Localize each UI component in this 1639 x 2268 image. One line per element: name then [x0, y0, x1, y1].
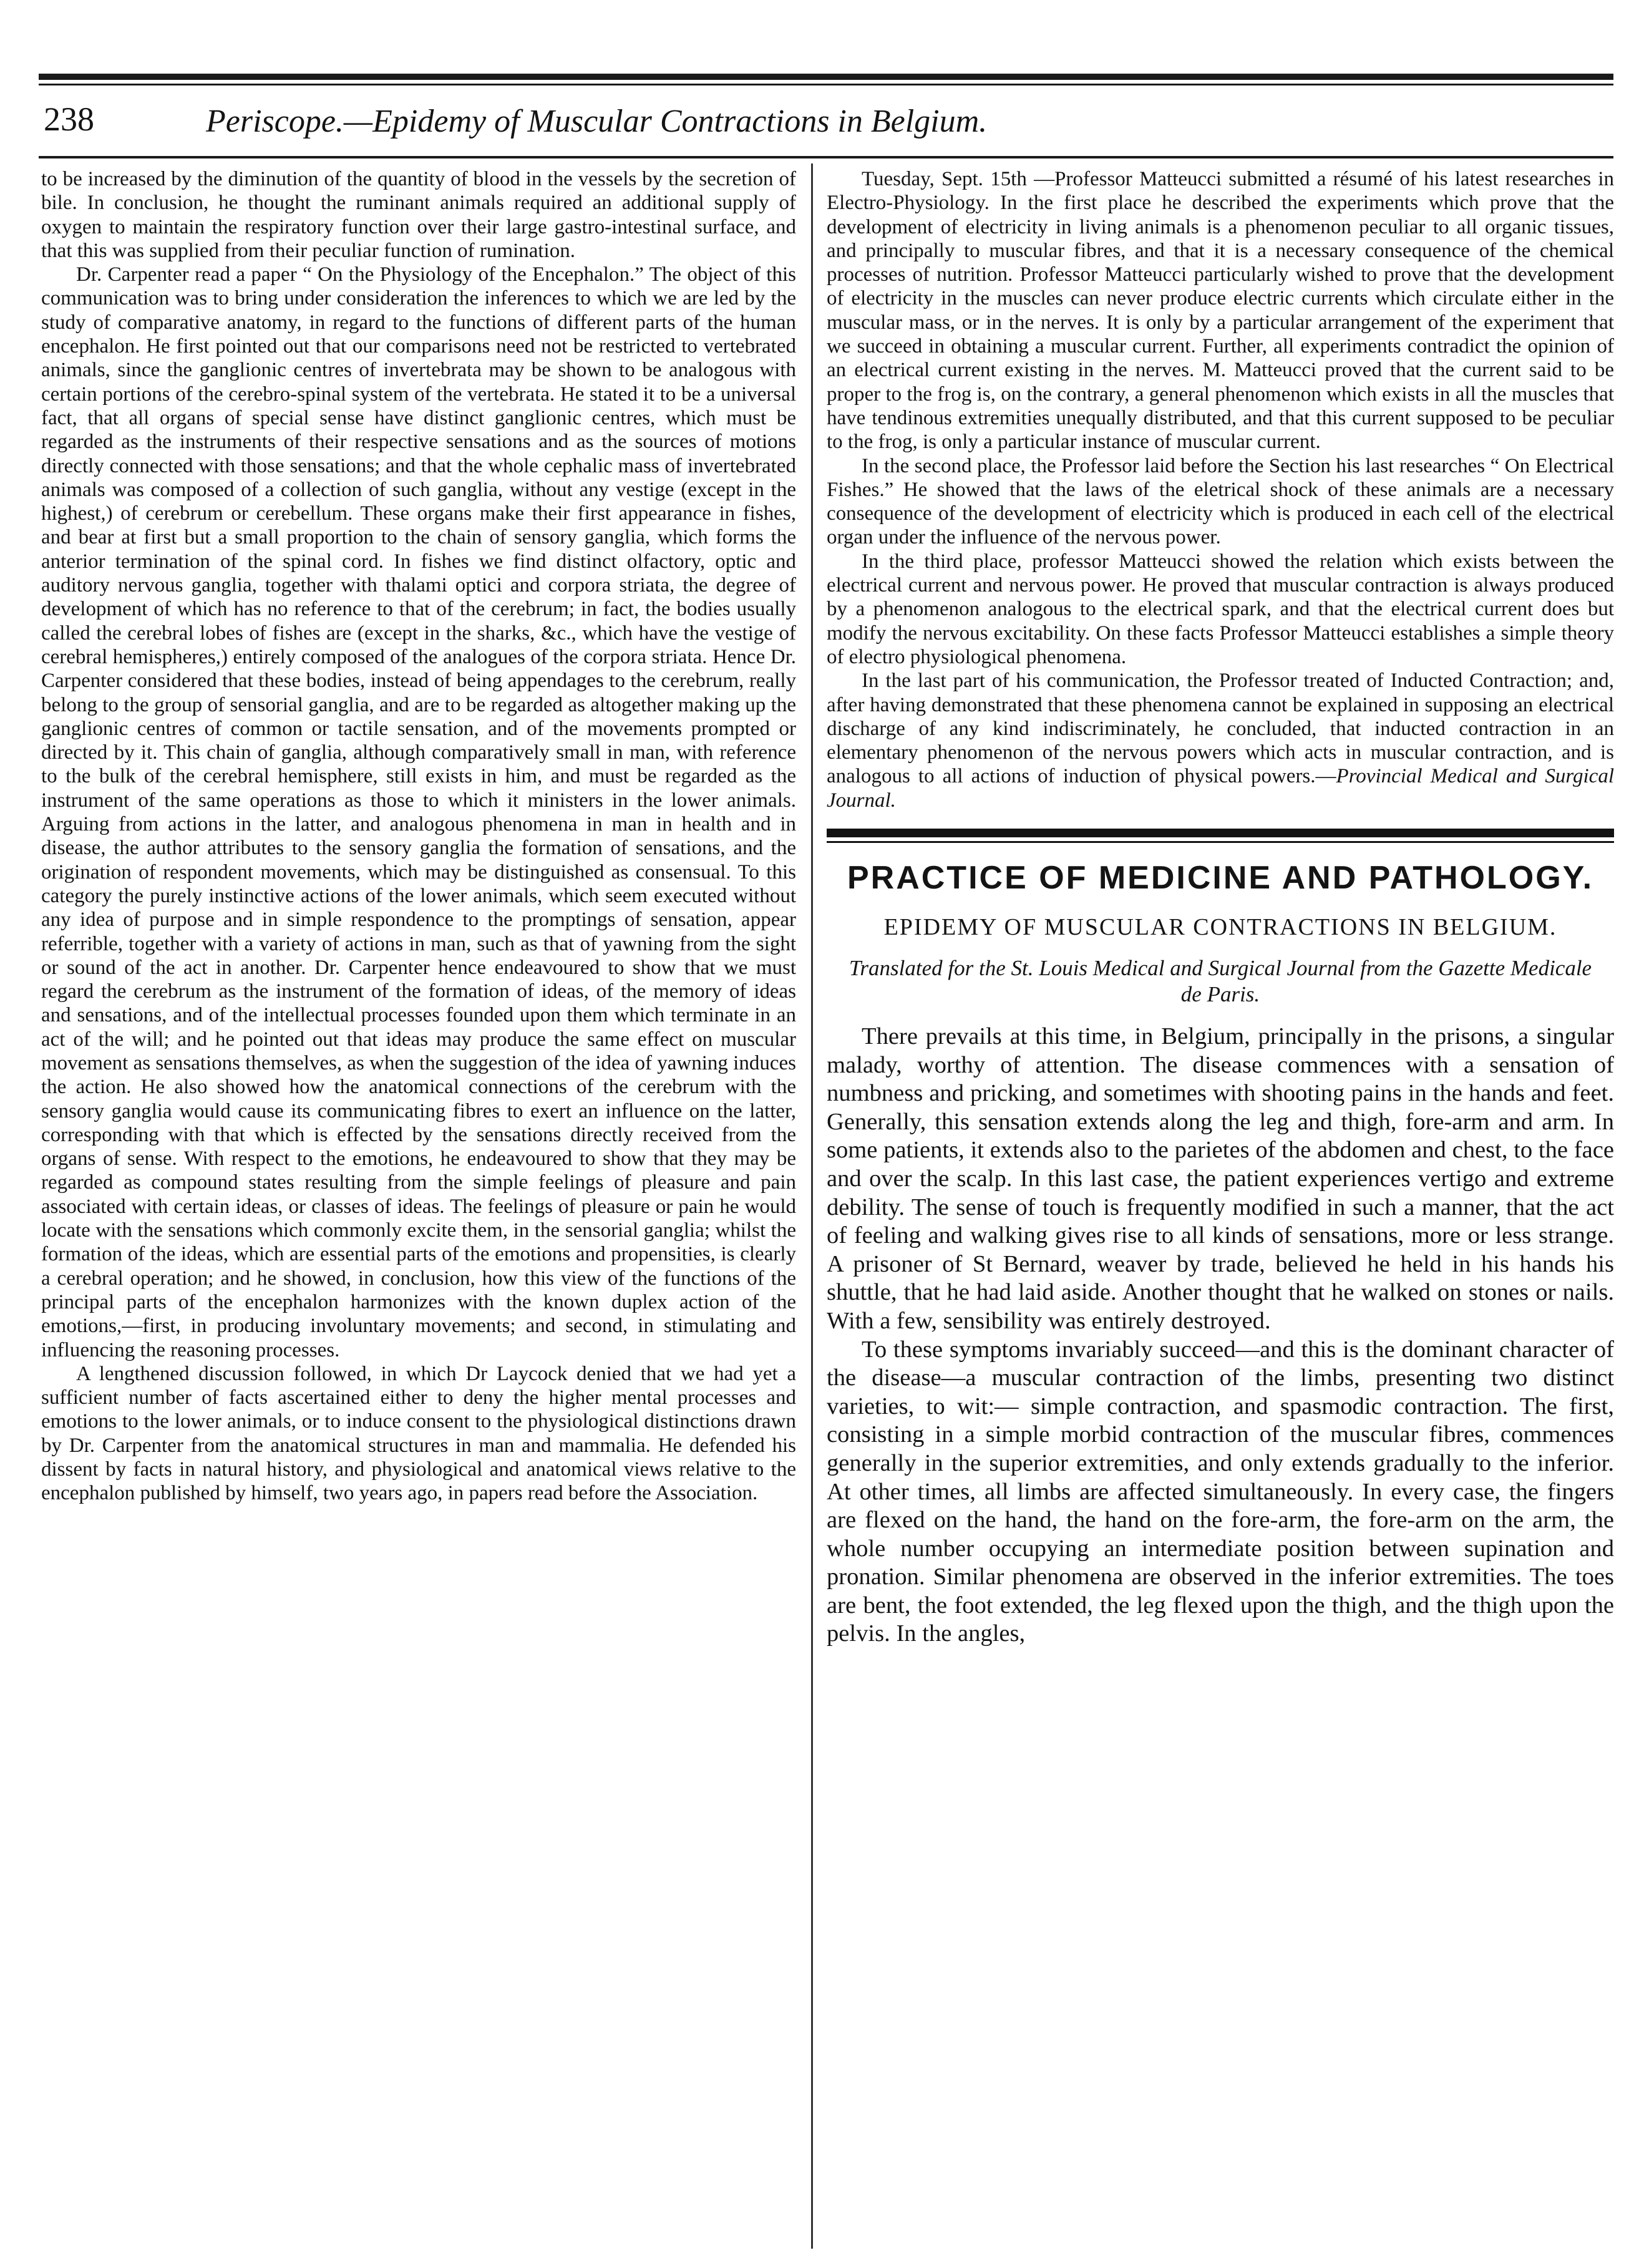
article-paragraph-2: To these symptoms invariably succeed—and this is the dominant character of the disease—a muscular contraction of the limbs, presenting two distinct varieties, to wit:— simple contraction, and spasmodic contraction. The first, consisting in a simple morbid contraction of the muscular fibres, commences generally in the superior extremities, and only extends gradually to the inferior. At other times, all limbs are affected simultaneously. In every case, the fingers are flexed on the hand, the hand on the fore-arm, the fore-arm on the arm, the whole number occupying an intermediate position between supination and pronation. Similar phenomena are observed in the inferior extremities. The toes are bent, the foot extended, the leg flexed upon the thigh, and the thigh upon the pelvis. In the angles, [827, 1336, 1614, 1647]
column-divider [811, 163, 813, 2249]
proceedings-section [827, 167, 1614, 812]
left-paragraph-1: to be increased by the diminution of the quantity of blood in the vessels by the secretion of bile. In conclusion, he thought the ruminant animals required an additional supply of oxygen to maintain the respiratory function over their large gastro-intestinal surface, and that this was supplied from their peculiar function of rumination. [41, 168, 796, 262]
left-paragraph-3: A lengthened discussion followed, in which Dr Laycock denied that we had yet a sufficient number of facts ascertained either to deny the higher mental processes and emotions to the lower animals, or to induce consent to the physiological distinctions drawn by Dr. Carpenter from the anatomical structures in man and mammalia. He defended his dissent by facts in natural history, and physiological and anatomical views relative to the encephalon published by himself, two years ago, in papers read before the Association. [41, 1362, 796, 1505]
section-light-rule [827, 841, 1614, 843]
article-body [827, 1023, 1614, 1648]
section-title: PRACTICE OF MEDICINE AND PATHOLOGY. [847, 860, 1594, 897]
article-title: EPIDEMY OF MUSCULAR CONTRACTIONS IN BELGIUM. [883, 914, 1557, 941]
right-paragraph-4 [827, 669, 1614, 812]
right-paragraph-2: In the second place, the Professor laid before the Section his last researches “ On Electrical Fishes.” He showed that the laws of the eletrical shock of these animals are a necessary consequence of the development of electricity which is produced in each cell of the electrical organ under the influence of the nervous power. [827, 454, 1614, 549]
running-head: Periscope.—Epidemy of Muscular Contractions in Belgium. [206, 104, 988, 139]
page-number: 238 [44, 100, 94, 138]
left-paragraph-2: Dr. Carpenter read a paper “ On the Physiology of the Encephalon.” The object of this communication was to bring under consideration the inferences to which we are led by the study of comparative anatomy, in regard to the functions of different parts of the human encephalon. He first pointed out that our comparisons need not be restricted to vertebrated animals, since the ganglionic centres of invertebrata may be shown to be analogous with certain portions of the cerebro-spinal system of the vertebrata. He stated it to be a universal fact, that all organs of special sense have distinct ganglionic centres, which must be regarded as the instruments of their respective sensations and as the sources of motions directly connected with those sensations; and that the whole cephalic mass of invertebrated animals was composed of a collection of such ganglia, without any vestige (except in the highest,) of cerebrum or cerebellum. These organs make their first appearance in fishes, and bear at first but a small proportion to the chain of sensory ganglia, which forms the anterior termination of the spinal cord. In fishes we find distinct olfactory, optic and auditory nervous ganglia, together with thalami optici and corpora striata, the degree of development of which has no reference to that of the cerebrum; in fact, the bodies usually called the cerebral lobes of fishes are (except in the sharks, &c., which have the vestige of cerebral hemispheres,) entirely composed of the analogues of the corpora striata. Hence Dr. Carpenter considered that these bodies, instead of being appendages to the cerebrum, really belong to the group of sensorial ganglia, and are to be regarded as altogether making up the ganglionic centres of common or tactile sensation, and of the movements prompted or directed by it. This chain of ganglia, although comparatively small in man, with reference to the bulk of the cerebral hemisphere, still exists in him, and must be regarded as the instrument of the same operations as those to which it ministers in the lower animals. Arguing from actions in the latter, and analogous phenomena in man in health and in disease, the author attributes to the sensory ganglia the formation of sensations, and the origination of respondent movements, which may be distinguished as consensual. To this category the purely instinctive actions of the lower animals, which seem executed without any idea of purpose and in simple respondence to the promptings of sensation, appear referrible, together with a variety of actions in man, such as that of yawning from the sight or sound of the act in another. Dr. Carpenter hence endeavoured to show that we must regard the cerebrum as the instrument of the formation of ideas, of the memory of ideas and sensations, and of the intellectual processes founded upon them which terminate in an act of the will; and he pointed out that ideas may produce the same effect on muscular movement as sensations themselves, as when the suggestion of the idea of yawning induces the action. He also showed how the anatomical connections of the cerebrum with the sensory ganglia would cause its communicating fibres to exert an influence on the latter, corresponding with that which is effected by the sensations directly received from the organs of sense. With respect to the emotions, he endeavoured to show that they may be regarded as compound states resulting from the simple feelings of pleasure and pain associated with certain ideas, or classes of ideas. The feelings of pleasure or pain he would locate with the sensations which commonly excite them, in the sensorial ganglia; whilst the formation of the ideas, which are essential parts of the emotions and propensities, is clearly a cerebral operation; and he showed, in conclusion, how this view of the functions of the principal parts of the encephalon harmonizes with the known duplex action of the emotions,—first, in producing involuntary movements; and second, in stimulating and influencing the reasoning processes. [41, 263, 796, 1361]
right-paragraph-3: In the third place, professor Matteucci showed the relation which exists between the electrical current and nervous power. He proved that muscular contraction is always produced by a phenomenon analogous to the electrical spark, and that the electrical current does but modify the nervous excitability. On these facts Professor Matteucci establishes a simple theory of electro physiological phenomena. [827, 550, 1614, 668]
article-paragraph-1: There prevails at this time, in Belgium, principally in the prisons, a singular malady, worthy of attention. The disease commences with a sensation of numbness and pricking, and sometimes with shooting pains in the hands and feet. Generally, this sensation extends along the leg and thigh, fore-arm and arm. In some patients, it extends also to the parietes of the abdomen and chest, to the face and over the scalp. In this last case, the patient experiences vertigo and extreme debility. The sense of touch is frequently modified in such a manner, that the act of feeling and walking gives rise to all kinds of sensations, more or less strange. A prisoner of St Bernard, weaver by trade, believed he held in his hands his shuttle, that he had laid aside. Another thought that he walked on stones or nails. With a few, sensibility was entirely destroyed. [827, 1023, 1614, 1334]
right-paragraph-1: Tuesday, Sept. 15th —Professor Matteucci submitted a résumé of his latest researches in Electro-Physiology. In the first place he described the experiments which prove that the development of electricity in living animals is a phenomenon peculiar to all organic tissues, and principally to muscular fibres, and that it is a necessary consequence of the chemical processes of nutrition. Professor Matteucci particularly wished to prove that the development of electricity in the muscles can never produce electric currents which circulate either in the muscular mass, or in the nerves. It is only by a particular arrangement of the experiment that we succeed in obtaining a muscular current. Further, all experiments contradict the opinion of an electrical current existing in the nerves. M. Matteucci proved that the current said to be proper to the frog is, on the contrary, a general phenomenon which exists in all the muscles that have tendinous extremities unequally distributed, and that this current supposed to be peculiar to the frog, is only a particular instance of muscular current. [827, 168, 1614, 454]
top-thin-rule [39, 84, 1613, 85]
top-double-rule [39, 74, 1613, 80]
translation-note: Translated for the St. Louis Medical and Surgical Journal from the Gazette Medicale de Paris. [849, 956, 1592, 1007]
header-rule [39, 156, 1613, 158]
journal-credit: Provincial Medical and Surgical Journal. [827, 765, 1614, 812]
left-column [41, 167, 796, 1506]
right-column [827, 167, 1614, 1648]
right-paragraph-4-text: In the last part of his communication, the Professor treated of Inducted Contraction; and, after having demonstrated that these phenomena cannot be explained in supposing an electrical discharge of any kind indiscriminately, he concluded, that inducted contraction in an elementary phenomenon of the nervous powers which acts in muscular contraction, and is analogous to all actions of induction of physical powers.— [827, 669, 1614, 788]
section-heavy-rule [827, 829, 1614, 837]
